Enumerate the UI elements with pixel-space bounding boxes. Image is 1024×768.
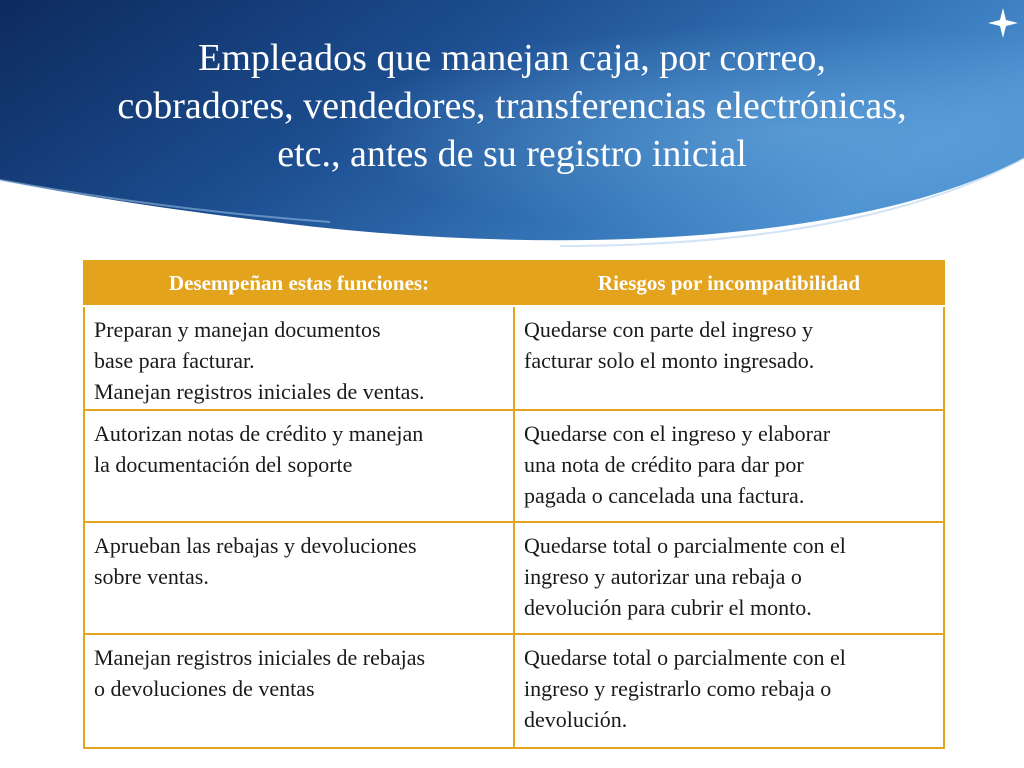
table-header-row (84, 261, 944, 306)
functions-cell (84, 410, 514, 522)
risks-cell (514, 410, 944, 522)
risks-cell (514, 522, 944, 634)
risks-cell (514, 306, 944, 410)
slide-title (40, 34, 984, 178)
risk-table (83, 260, 945, 749)
cell-line: Manejan registros iniciales de rebajas (94, 645, 426, 670)
table-row (84, 522, 944, 634)
title-line: Empleados que manejan caja, por correo, (198, 37, 826, 79)
cell-line: ingreso y autorizar una rebaja o (524, 564, 802, 589)
table-row (84, 306, 944, 410)
cell-line: o devoluciones de ventas (94, 676, 315, 701)
header-functions: Desempeñan estas funciones: (84, 261, 514, 306)
cell-line: Aprueban las rebajas y devoluciones (94, 533, 417, 558)
cell-line: ingreso y registrarlo como rebaja o (524, 676, 832, 701)
cell-line: Quedarse con parte del ingreso y (524, 317, 813, 342)
cell-line: sobre ventas. (94, 564, 209, 589)
title-line: etc., antes de su registro inicial (277, 133, 747, 175)
cell-line: facturar solo el monto ingresado. (524, 348, 815, 373)
cell-line: una nota de crédito para dar por (524, 452, 804, 477)
cell-line: pagada o cancelada una factura. (524, 483, 805, 508)
functions-cell (84, 634, 514, 748)
functions-cell (84, 306, 514, 410)
cell-line: devolución. (524, 707, 628, 732)
cell-line: base para facturar. (94, 348, 255, 373)
table-row (84, 410, 944, 522)
cell-line: la documentación del soporte (94, 452, 353, 477)
table-container (83, 260, 943, 749)
title-line: cobradores, vendedores, transferencias electrónicas, (117, 85, 907, 127)
cell-line: Quedarse total o parcialmente con el (524, 645, 846, 670)
functions-cell (84, 522, 514, 634)
header-risks: Riesgos por incompatibilidad (514, 261, 944, 306)
cell-line: devolución para cubrir el monto. (524, 595, 812, 620)
cell-line: Preparan y manejan documentos (94, 317, 381, 342)
cell-line: Quedarse con el ingreso y elaborar (524, 421, 831, 446)
star-icon (988, 8, 1018, 38)
cell-line: Manejan registros iniciales de ventas. (94, 379, 425, 404)
table-row (84, 634, 944, 748)
risks-cell (514, 634, 944, 748)
cell-line: Quedarse total o parcialmente con el (524, 533, 846, 558)
cell-line: Autorizan notas de crédito y manejan (94, 421, 424, 446)
